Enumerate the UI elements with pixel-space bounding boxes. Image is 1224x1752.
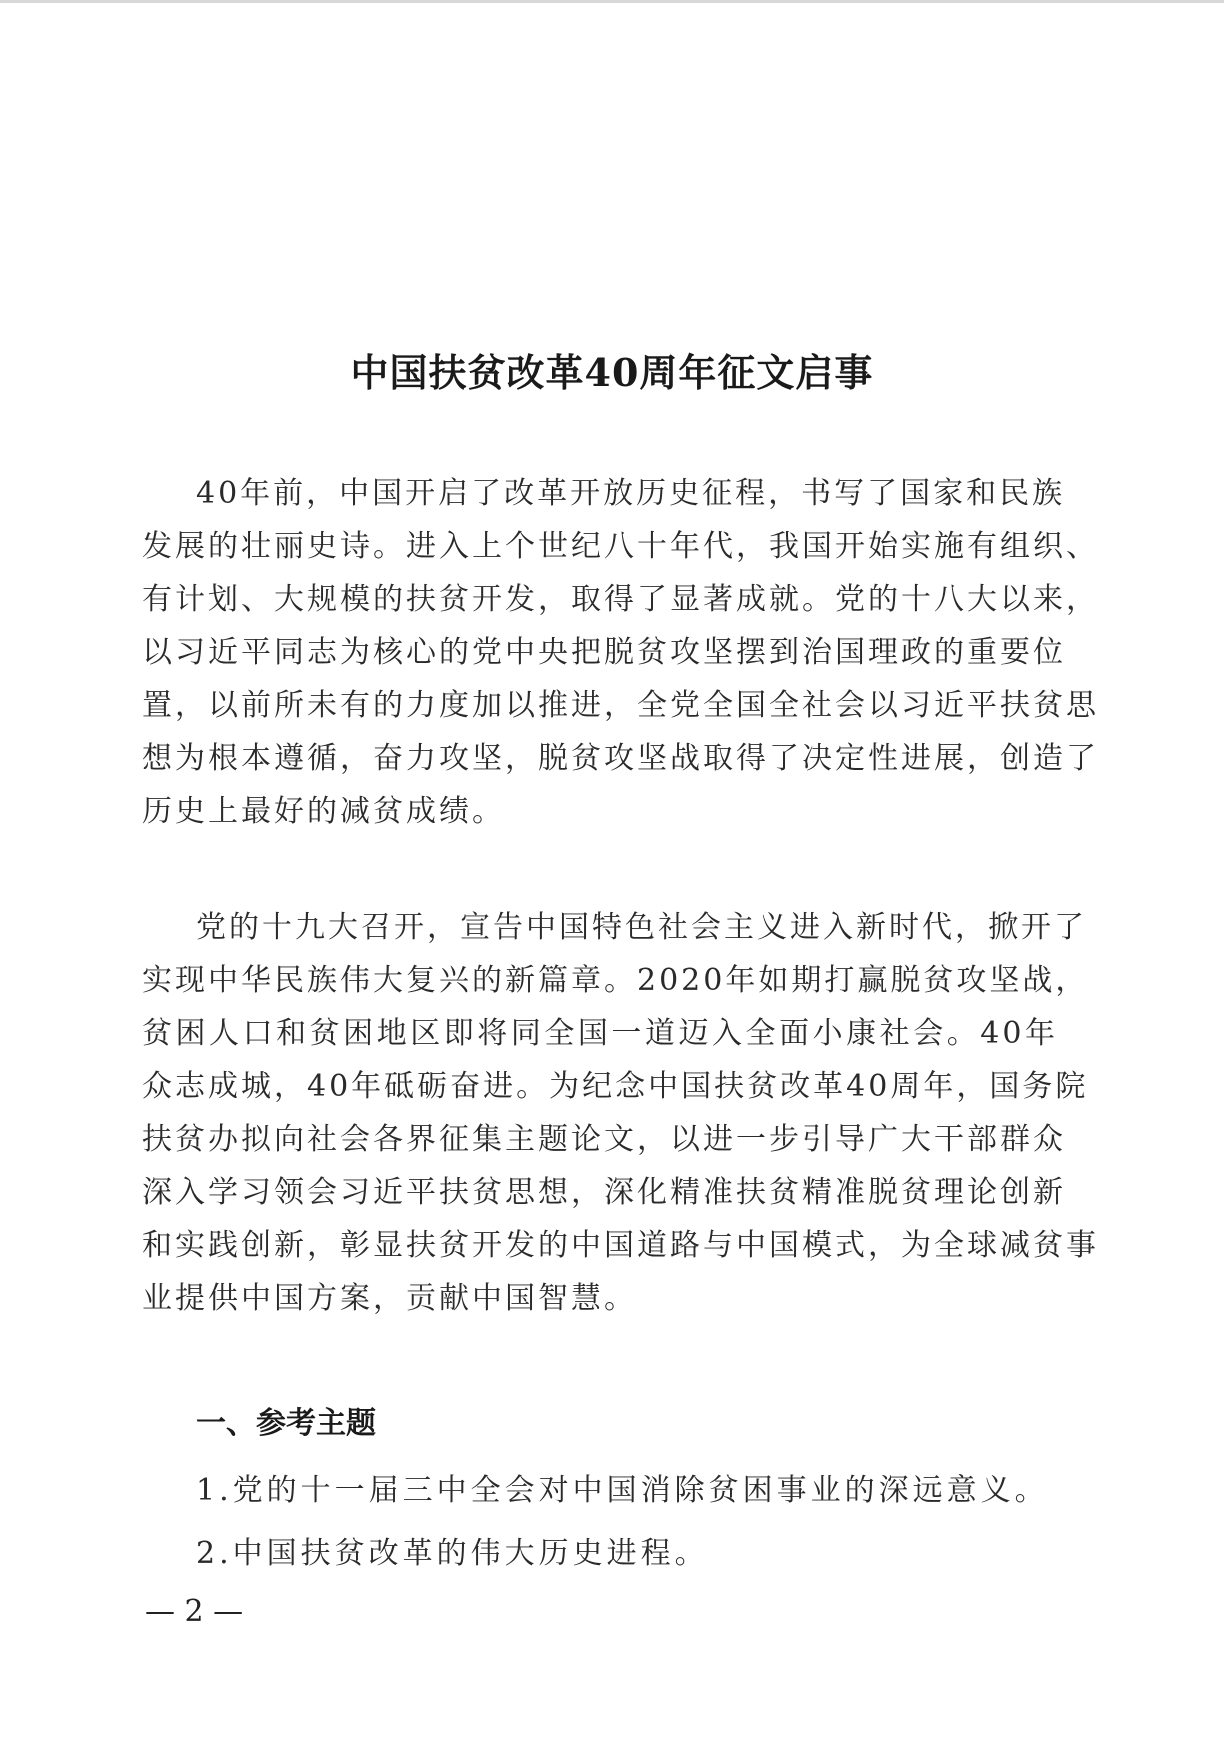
text-line: 历史上最好的减贫成绩。 <box>142 794 505 829</box>
scan-edge <box>0 0 1224 3</box>
text-line: 置，以前所未有的力度加以推进，全党全国全社会以习近平扶贫思 <box>142 688 1099 723</box>
text-line: 众志成城，40年砥砺奋进。为纪念中国扶贫改革40周年，国务院 <box>142 1069 1089 1104</box>
page-number: — 2 — <box>145 1594 244 1629</box>
text-line: 40年前，中国开启了改革开放历史征程，书写了国家和民族 <box>196 476 1066 511</box>
text-line: 扶贫办拟向社会各界征集主题论文，以进一步引导广大干部群众 <box>142 1122 1066 1157</box>
section-heading: 一、参考主题 <box>196 1406 376 1441</box>
text-line: 有计划、大规模的扶贫开发，取得了显著成就。党的十八大以来， <box>142 582 1099 617</box>
text-line: 和实践创新，彰显扶贫开发的中国道路与中国模式，为全球减贫事 <box>142 1228 1099 1263</box>
text-line: 深入学习领会习近平扶贫思想，深化精准扶贫精准脱贫理论创新 <box>142 1175 1066 1210</box>
text-line: 想为根本遵循，奋力攻坚，脱贫攻坚战取得了决定性进展，创造了 <box>142 741 1099 776</box>
text-line: 以习近平同志为核心的党中央把脱贫攻坚摆到治国理政的重要位 <box>142 635 1066 670</box>
topic-item: 2.中国扶贫改革的伟大历史进程。 <box>196 1536 709 1571</box>
document-title: 中国扶贫改革40周年征文启事 <box>350 350 874 395</box>
text-line: 发展的壮丽史诗。进入上个世纪八十年代，我国开始实施有组织、 <box>142 529 1099 564</box>
text-line: 党的十九大召开，宣告中国特色社会主义进入新时代，掀开了 <box>196 910 1087 945</box>
text-line: 实现中华民族伟大复兴的新篇章。2020年如期打赢脱贫攻坚战， <box>142 963 1089 998</box>
topic-item: 1.党的十一届三中全会对中国消除贫困事业的深远意义。 <box>196 1473 1049 1508</box>
text-line: 业提供中国方案，贡献中国智慧。 <box>142 1281 637 1316</box>
text-line: 贫困人口和贫困地区即将同全国一道迈入全面小康社会。40年 <box>142 1016 1058 1051</box>
